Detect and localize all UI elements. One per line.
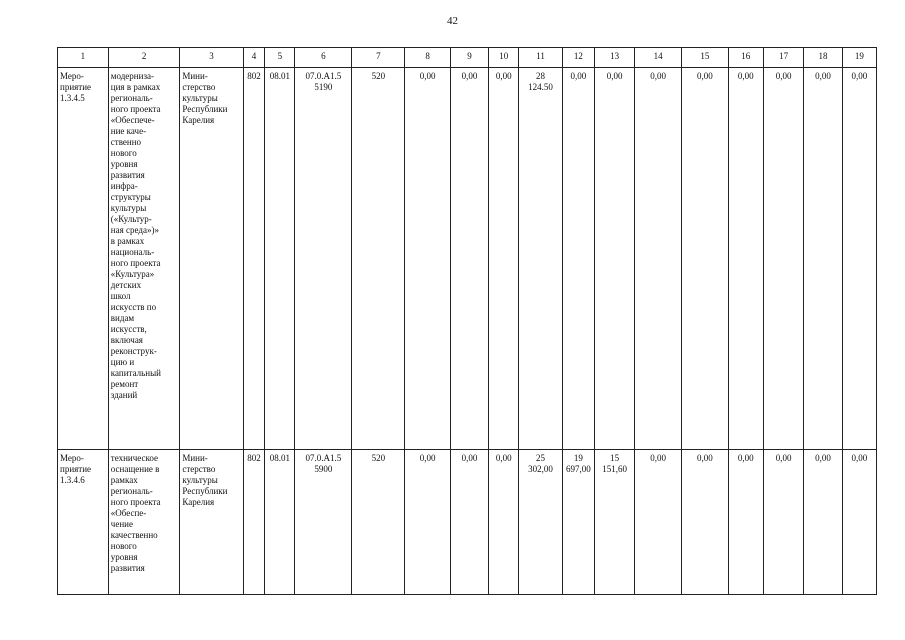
table-cell: 0,00 bbox=[489, 450, 519, 595]
column-header: 2 bbox=[108, 48, 180, 68]
table-cell: 0,00 bbox=[728, 450, 763, 595]
table-cell: 0,00 bbox=[804, 68, 842, 450]
table-cell: 08.01 bbox=[265, 68, 295, 450]
table-cell: 0,00 bbox=[635, 68, 682, 450]
table-cell: 0,00 bbox=[635, 450, 682, 595]
table-cell: 0,00 bbox=[728, 68, 763, 450]
table-cell: 15 151,60 bbox=[594, 450, 634, 595]
column-header: 10 bbox=[489, 48, 519, 68]
activity-description-cell: техническое оснащение в рамках региональ- ного проекта «Обеспе- чение качественно нового уровня развития bbox=[108, 450, 180, 595]
table-row bbox=[58, 68, 877, 450]
column-header: 12 bbox=[562, 48, 594, 68]
column-header: 8 bbox=[405, 48, 451, 68]
column-header: 17 bbox=[763, 48, 803, 68]
column-header: 5 bbox=[265, 48, 295, 68]
table-cell: 0,00 bbox=[682, 68, 729, 450]
table-cell: 0,00 bbox=[763, 68, 803, 450]
table-cell: 0,00 bbox=[450, 450, 488, 595]
table-cell: 28 124.50 bbox=[519, 68, 563, 450]
activity-code-cell: Меро- приятие 1.3.4.5 bbox=[58, 68, 109, 450]
column-header: 13 bbox=[594, 48, 634, 68]
column-header: 7 bbox=[352, 48, 405, 68]
column-header: 15 bbox=[682, 48, 729, 68]
table-cell: 802 bbox=[243, 68, 265, 450]
table-cell: 0,00 bbox=[405, 68, 451, 450]
table-cell: 19 697,00 bbox=[562, 450, 594, 595]
column-header: 9 bbox=[450, 48, 488, 68]
column-header: 6 bbox=[295, 48, 352, 68]
column-header: 1 bbox=[58, 48, 109, 68]
table-cell: 520 bbox=[352, 68, 405, 450]
responsible-executor-cell: Мини- стерство культуры Республики Карелия bbox=[180, 450, 243, 595]
column-header: 11 bbox=[519, 48, 563, 68]
activity-description-cell: модерниза- ция в рамках региональ- ного проекта «Обеспече- ние каче- ственно нового уровня развития инфра- структуры культуры («Культур- ная среда»)» в рамках националь- ного проекта «Культура» детских школ искусств по видам искусств, включая реконструк- цию и капитальный ремонт зданий bbox=[108, 68, 180, 450]
column-header: 14 bbox=[635, 48, 682, 68]
table-cell: 07.0.A1.5 5190 bbox=[295, 68, 352, 450]
column-header: 3 bbox=[180, 48, 243, 68]
table-cell: 0,00 bbox=[682, 450, 729, 595]
table-cell: 0,00 bbox=[763, 450, 803, 595]
table-cell: 802 bbox=[243, 450, 265, 595]
table-cell: 0,00 bbox=[804, 450, 842, 595]
table-row bbox=[58, 450, 877, 595]
table-header-row bbox=[58, 48, 877, 68]
page-number: 42 bbox=[447, 15, 458, 27]
table-cell: 0,00 bbox=[562, 68, 594, 450]
column-header: 4 bbox=[243, 48, 265, 68]
table-cell: 0,00 bbox=[594, 68, 634, 450]
table-cell: 0,00 bbox=[842, 68, 876, 450]
column-header: 19 bbox=[842, 48, 876, 68]
table-cell: 0,00 bbox=[405, 450, 451, 595]
table-cell: 08.01 bbox=[265, 450, 295, 595]
table-cell: 520 bbox=[352, 450, 405, 595]
column-header: 18 bbox=[804, 48, 842, 68]
table-cell: 0,00 bbox=[489, 68, 519, 450]
table-cell: 0,00 bbox=[842, 450, 876, 595]
budget-table bbox=[57, 47, 877, 595]
table-cell: 07.0.A1.5 5900 bbox=[295, 450, 352, 595]
table-cell: 25 302,00 bbox=[519, 450, 563, 595]
responsible-executor-cell: Мини- стерство культуры Республики Карелия bbox=[180, 68, 243, 450]
table-cell: 0,00 bbox=[450, 68, 488, 450]
column-header: 16 bbox=[728, 48, 763, 68]
activity-code-cell: Меро- приятие 1.3.4.6 bbox=[58, 450, 109, 595]
